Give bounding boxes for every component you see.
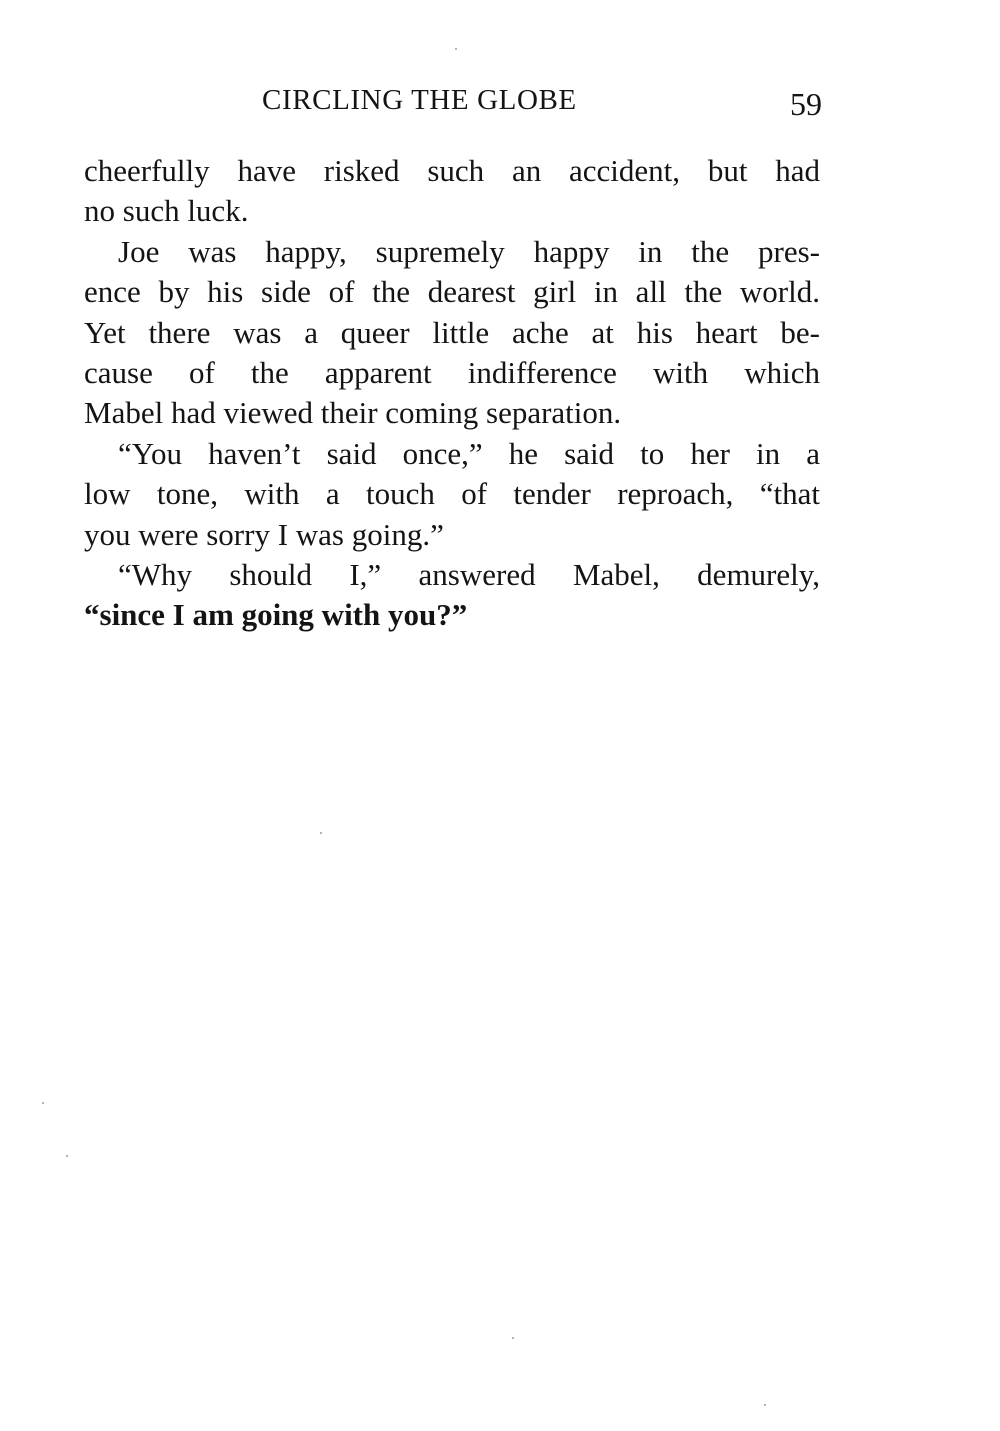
scan-speck <box>66 1155 68 1157</box>
scan-speck <box>512 1337 514 1339</box>
text-line-2: no such luck. <box>84 193 249 229</box>
scan-speck <box>764 1404 766 1406</box>
scan-speck <box>42 1102 44 1104</box>
text-line-8: “You haven’t said once,” he said to her in a <box>118 435 820 471</box>
page-header <box>84 82 822 126</box>
text-line-9: low tone, with a touch of tender reproach, “that <box>84 476 820 512</box>
body-text <box>84 151 820 636</box>
running-title: CIRCLING THE GLOBE <box>262 84 577 116</box>
text-line-6: cause of the apparent indifference with which <box>84 354 820 390</box>
text-line-3: Joe was happy, supremely happy in the pres- <box>118 233 820 269</box>
text-line-10: you were sorry I was going.” <box>84 516 444 552</box>
scan-speck <box>320 832 322 834</box>
scan-speck <box>455 48 457 50</box>
text-line-12: “since I am going with you?” <box>84 597 468 633</box>
text-line-7: Mabel had viewed their coming separation. <box>84 395 622 431</box>
text-line-4: ence by his side of the dearest girl in all the world. <box>84 274 820 310</box>
text-line-5: Yet there was a queer little ache at his heart be- <box>84 314 820 350</box>
text-line-11: “Why should I,” answered Mabel, demurely, <box>118 556 820 592</box>
text-line-1: cheerfully have risked such an accident, but had <box>84 153 820 188</box>
page-number: 59 <box>790 86 822 122</box>
